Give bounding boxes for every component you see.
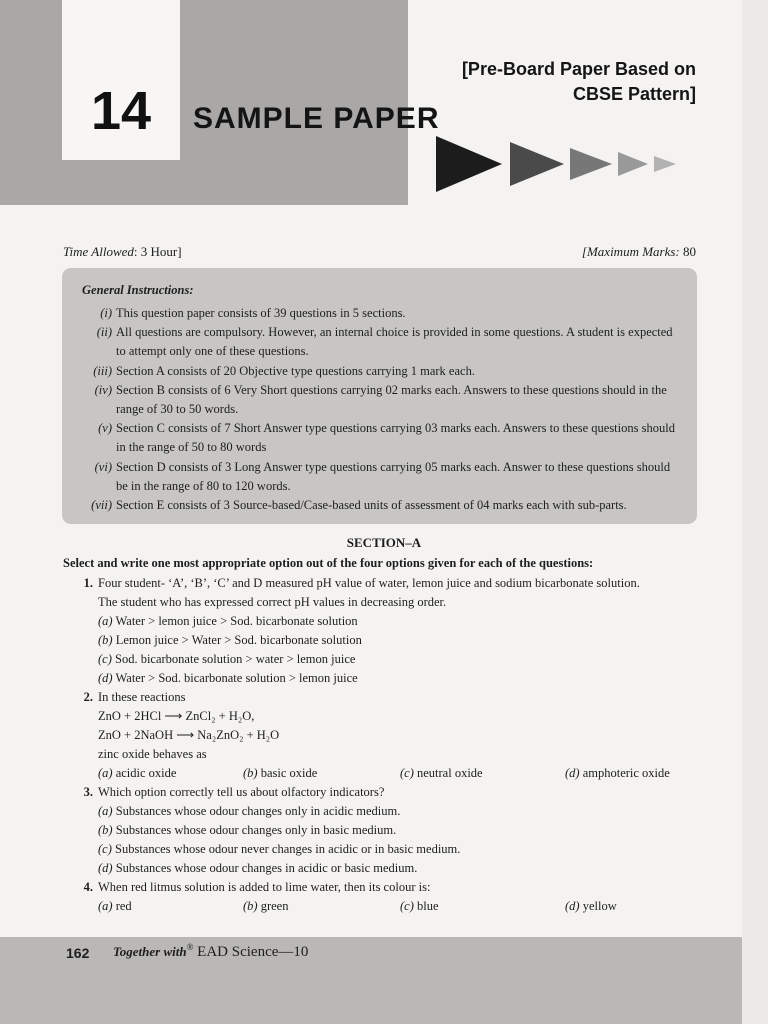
question-body [98,574,703,688]
option-label: (d) [98,671,113,685]
option [98,840,703,859]
instruction-number: (iii) [93,363,112,378]
option-label: (d) [565,899,580,913]
option-text: acidic oxide [115,766,177,780]
instruction-item [62,323,697,361]
option-text: red [115,899,132,913]
option-row [98,764,703,783]
instruction-item [62,362,697,381]
instruction-text: This question paper consists of 39 questions in 5 sections. [116,306,406,320]
instruction-item [62,458,697,496]
question-item [63,878,703,916]
arrow-icon-4 [618,152,648,176]
option-text: Sod. bicarbonate solution > water > lemon juice [115,652,356,666]
maximum-marks [582,244,696,260]
instruction-number: (ii) [96,325,112,340]
marks-value: 80 [679,244,696,259]
option [98,897,243,916]
instruction-item [62,381,697,419]
option-text: Lemon juice > Water > Sod. bicarbonate solution [115,633,362,647]
section-title: SECTION–A [346,535,422,550]
instruction-number: (v) [98,421,112,436]
option-text: blue [417,899,439,913]
arrow-icon-1 [436,136,502,192]
option [243,764,400,783]
instruction-text: Section B consists of 6 Very Short questions carrying 02 marks each. Answers to these questions should in the range of 30 to 50 words. [116,382,667,417]
question-body [98,878,703,916]
option-label: (d) [98,861,113,875]
question-number: 2. [83,690,93,704]
chapter-number: 14 [90,81,152,141]
instruction-item [62,419,697,457]
question-number: 1. [83,576,93,590]
page-title: SAMPLE PAPER [193,102,440,135]
option [565,764,670,783]
question-text: zinc oxide behaves as [98,747,207,761]
option-label: (c) [98,652,112,666]
brand-script: Together with [113,944,187,959]
option [98,669,703,688]
instruction-item [62,304,697,323]
marks-label: [Maximum Marks: [581,244,680,259]
option-text: neutral oxide [417,766,483,780]
option-text: Water > Sod. bicarbonate solution > lemon juice [115,671,358,685]
option-text: amphoteric oxide [582,766,670,780]
instruction-item [62,496,697,515]
question-text: Four student- ‘A’, ‘B’, ‘C’ and D measured pH value of water, lemon juice and sodium bicarbonate solution. [98,576,640,590]
option-label: (b) [98,823,113,837]
option [98,650,703,669]
option-text: green [260,899,289,913]
question-number: 4. [83,880,93,894]
option [400,897,565,916]
instructions-title: General Instructions: [82,283,194,297]
question-item [63,688,703,783]
question-body [98,688,703,783]
time-allowed [63,244,182,260]
option-label: (c) [98,842,112,856]
paper-subtitle-line1: [Pre-Board Paper Based on [461,59,696,79]
question-item [63,783,703,878]
paper-subtitle [366,57,696,107]
option-text: Substances whose odour changes in acidic or basic medium. [115,861,418,875]
registered-mark: ® [186,942,194,952]
option [243,897,400,916]
question-text: Which option correctly tell us about olfactory indicators? [98,785,385,799]
instruction-text: Section D consists of 3 Long Answer type questions carrying 05 marks each. Answer to these questions should be in the range of 80 to 120 words. [116,459,671,493]
instruction-number: (iv) [94,382,112,397]
option-label: (b) [243,766,258,780]
question-text: ZnO + 2HCl ⟶ ZnCl₂ + H₂O, [98,709,255,723]
arrow-icon-5 [654,156,676,172]
option [565,897,617,916]
option [98,764,243,783]
page-edge [742,0,768,1024]
option [98,821,703,840]
option-text: basic oxide [260,766,318,780]
page-number: 162 [66,945,90,961]
question-text: When red litmus solution is added to lime water, then its colour is: [98,880,431,894]
section-instruction: Select and write one most appropriate option out of the four options given for each of the questions: [63,556,594,570]
option-label: (a) [98,804,113,818]
decorative-arrows-icon [436,126,696,198]
instruction-text: Section A consists of 20 Objective type questions carrying 1 mark each. [116,363,475,378]
option [400,764,565,783]
option-text: Substances whose odour never changes in acidic or in basic medium. [115,842,461,856]
option-label: (a) [98,899,113,913]
footer-brand [113,942,308,961]
option-label: (b) [98,633,113,647]
general-instructions-box [62,268,697,524]
brand-title: EAD Science—10 [193,944,309,960]
instruction-text: Section C consists of 7 Short Answer type questions carrying 03 marks each. Answers to these questions should in the range of 50 to 80 words [116,421,675,455]
arrow-icon-3 [570,148,612,180]
option [98,802,703,821]
instructions-list [62,304,697,515]
instruction-text: Section E consists of 3 Source-based/Case-based units of assessment of 04 marks each with sub-parts. [116,498,627,513]
option-label: (a) [98,614,113,628]
question-item [63,574,703,688]
question-text: In these reactions [98,690,186,704]
question-list [63,574,703,916]
question-text: The student who has expressed correct pH values in decreasing order. [98,595,447,609]
option-text: yellow [582,899,617,913]
instruction-number: (vi) [94,459,112,474]
time-label: Time Allowed [63,244,134,259]
option [98,859,703,878]
arrow-icon-2 [510,142,564,186]
option-label: (c) [400,766,414,780]
option [98,612,703,631]
instruction-number: (vii) [91,498,112,513]
option-label: (d) [565,766,580,780]
option-text: Substances whose odour changes only in basic medium. [115,823,397,837]
option-row [98,897,703,916]
instruction-text: All questions are compulsory. However, an internal choice is provided in some questions. A student is expected to attempt only one of these questions. [116,325,673,359]
question-text: ZnO + 2NaOH ⟶ Na₂ZnO₂ + H₂O [98,728,280,742]
footer-band [0,937,742,1024]
option-label: (a) [98,766,113,780]
option-label: (c) [400,899,414,913]
option-label: (b) [243,899,258,913]
instruction-number: (i) [100,306,112,320]
paper-subtitle-line2: CBSE Pattern] [572,84,696,104]
option [98,631,703,650]
time-value: : 3 Hour] [133,244,182,259]
question-body [98,783,703,878]
option-text: Substances whose odour changes only in acidic medium. [115,804,401,818]
question-number: 3. [83,785,93,799]
option-text: Water > lemon juice > Sod. bicarbonate solution [115,614,358,628]
